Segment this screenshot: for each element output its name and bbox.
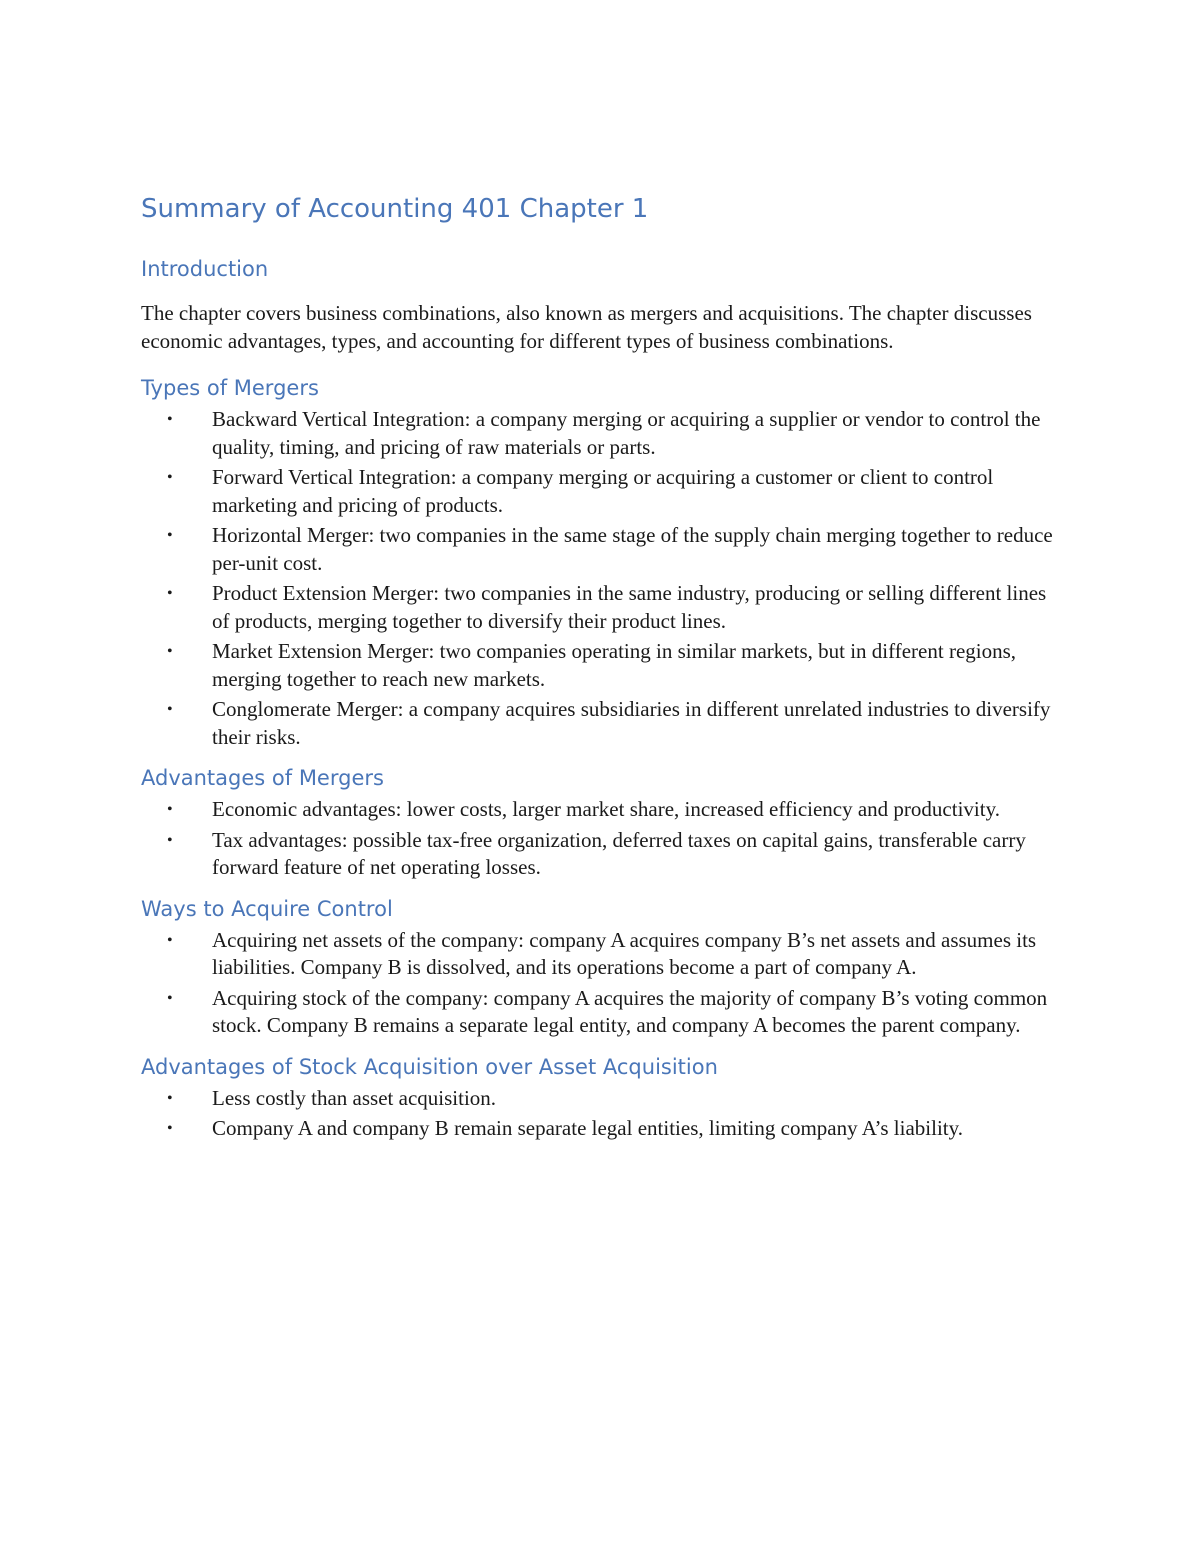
bullet-list	[141, 796, 1066, 882]
bullet-icon: •	[167, 989, 173, 1007]
section-stock-vs-asset-acquisition	[141, 1052, 1066, 1143]
list-item-text: Conglomerate Merger: a company acquires subsidiaries in different unrelated industries to diversify their risks.	[212, 697, 1051, 749]
bullet-icon: •	[167, 831, 173, 849]
list-item	[141, 827, 1066, 882]
list-item-text: Market Extension Merger: two companies operating in similar markets, but in different regions, merging together to reach new markets.	[212, 639, 1017, 691]
list-item	[141, 464, 1066, 519]
document-title: Summary of Accounting 401 Chapter 1	[141, 194, 649, 224]
list-item	[141, 1085, 1066, 1113]
bullet-list	[141, 1085, 1066, 1143]
bullet-icon: •	[167, 527, 173, 544]
bullet-icon: •	[167, 643, 173, 660]
section-heading: Introduction	[141, 257, 269, 281]
list-item-text: Acquiring net assets of the company: company A acquires company B’s net assets and assumes its liabilities. Company B is dissolved, and its operations become a part of company A.	[212, 927, 1037, 979]
bullet-list	[141, 927, 1066, 1040]
list-item	[141, 927, 1066, 982]
list-item-text: Product Extension Merger: two companies in the same industry, producing or selling different lines of products, merging together to diversify their product lines.	[212, 581, 1047, 633]
list-item	[141, 985, 1066, 1040]
document-page	[141, 190, 1066, 1155]
list-item-text: Economic advantages: lower costs, larger market share, increased efficiency and productivity.	[212, 797, 1000, 821]
list-item-text: Forward Vertical Integration: a company merging or acquiring a customer or client to control marketing and pricing of products.	[212, 465, 994, 517]
list-item	[141, 580, 1066, 635]
section-heading: Advantages of Stock Acquisition over Asset Acquisition	[141, 1054, 718, 1079]
list-item	[141, 796, 1066, 824]
bullet-icon: •	[167, 701, 173, 718]
list-item-text: Horizontal Merger: two companies in the same stage of the supply chain merging together to reduce per-unit cost.	[212, 523, 1053, 575]
section-heading: Advantages of Mergers	[141, 766, 384, 790]
list-item	[141, 696, 1066, 751]
section-types-of-mergers	[141, 373, 1066, 751]
bullet-icon: •	[167, 1120, 173, 1137]
bullet-icon: •	[167, 411, 173, 428]
list-item	[141, 406, 1066, 461]
section-heading: Ways to Acquire Control	[141, 896, 393, 921]
intro-paragraph: The chapter covers business combinations, also known as mergers and acquisitions. The chapter discusses economic advantages, types, and accounting for different types of business combinations.	[141, 301, 1032, 353]
list-item-text: Acquiring stock of the company: company A acquires the majority of company B’s voting common stock. Company B remains a separate legal entity, and company A becomes the parent company.	[212, 985, 1048, 1037]
list-item	[141, 1115, 1066, 1143]
list-item-text: Tax advantages: possible tax-free organization, deferred taxes on capital gains, transferable carry forward feature of net operating losses.	[212, 827, 1026, 879]
list-item	[141, 522, 1066, 577]
bullet-icon: •	[167, 801, 173, 818]
bullet-icon: •	[167, 1089, 173, 1107]
bullet-icon: •	[167, 469, 173, 486]
list-item-text: Backward Vertical Integration: a company merging or acquiring a supplier or vendor to control the quality, timing, and pricing of raw materials or parts.	[212, 407, 1041, 459]
list-item-text: Less costly than asset acquisition.	[212, 1085, 497, 1110]
list-item-text: Company A and company B remain separate legal entities, limiting company A’s liability.	[212, 1116, 963, 1140]
section-advantages-of-mergers	[141, 763, 1066, 882]
section-heading: Types of Mergers	[141, 376, 319, 400]
list-item	[141, 638, 1066, 693]
bullet-icon: •	[167, 931, 173, 949]
bullet-icon: •	[167, 585, 173, 602]
bullet-list	[141, 406, 1066, 751]
section-introduction	[141, 254, 1066, 355]
section-ways-to-acquire-control	[141, 894, 1066, 1040]
